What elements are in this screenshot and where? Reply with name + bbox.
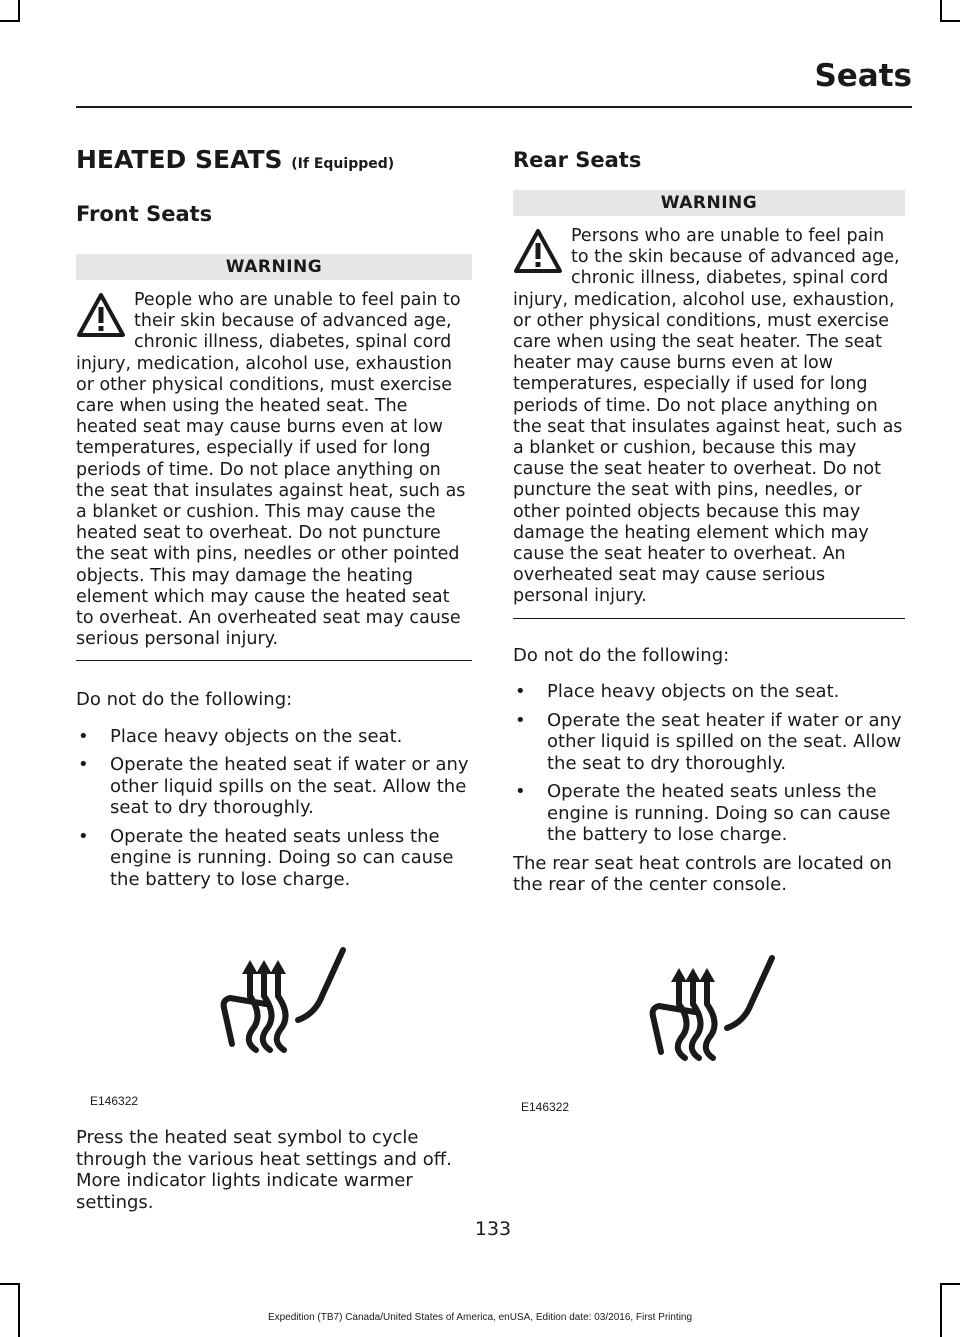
crop-mark [940,1283,960,1285]
warning-triangle-icon [513,226,563,276]
list-item-text: Operate the heated seats unless the engine is running. Doing so can cause the battery to lose charge. [547,781,891,846]
page-header-title: Seats [814,58,912,94]
crop-mark [18,1283,20,1337]
bullet: • [78,754,89,776]
crop-mark [18,0,20,22]
list-item-text: Operate the heated seats unless the engine is running. Doing so can cause the battery to lose charge. [110,825,454,890]
list-item-text: Operate the heated seat if water or any other liquid spills on the seat. Allow the seat to dry thoroughly. [110,754,469,819]
warning-body [513,226,905,619]
section-title-text: HEATED SEATS [76,145,283,174]
intro-text: Do not do the following: [76,689,293,711]
list-item [513,710,905,775]
front-seats-subtitle: Front Seats [76,202,213,226]
rear-seats-subtitle: Rear Seats [513,148,642,172]
warning-label: WARNING [76,254,472,280]
bullet: • [78,825,89,847]
page-footer: Expedition (TB7) Canada/United States of America, enUSA, Edition date: 03/2016, First Printing [267,1312,693,1323]
crop-mark [0,1283,20,1285]
bullet: • [515,709,526,731]
rear-bullet-list [513,681,905,846]
figure-code: E146322 [90,1094,139,1109]
front-bullet-list [76,726,472,891]
rear-warning-box [513,190,905,619]
section-title-suffix: (If Equipped) [291,156,395,172]
list-item-text: Operate the seat heater if water or any other liquid is spilled on the seat. Allow the seat to dry thoroughly. [547,709,902,774]
warning-triangle-icon [76,290,126,340]
intro-text: Do not do the following: [513,644,730,666]
crop-mark [940,0,942,22]
warning-label: WARNING [513,190,905,216]
warning-text: People who are unable to feel pain to their skin because of advanced age, chronic illness, diabetes, spinal cord injury, medication, alcohol use, exhaustion or other physical conditions, must exercise care when using the heated seat. The heated seat may cause burns even at low temperatures, especially if used for long periods of time. Do not place anything on the seat that insulates against heat, such as a blanket or cushion. This may cause the heated seat to overheat. Do not puncture the seat with pins, needles or other pointed objects. This may damage the heating element which may cause the heated seat to overheat. An overheated seat may cause serious personal injury. [76,290,466,650]
front-heated-seat-figure [76,900,472,1115]
warning-body [76,290,472,661]
list-item [76,754,472,819]
list-item-text: Place heavy objects on the seat. [110,725,403,747]
crop-mark [940,20,960,22]
heated-seat-icon [649,952,779,1067]
bullet: • [515,681,526,703]
list-item-text: Place heavy objects on the seat. [547,681,840,703]
list-item [513,781,905,846]
rear-heated-seat-figure [513,906,909,1121]
list-item [76,826,472,891]
header-rule [76,106,912,108]
crop-mark [0,20,20,22]
right-column [513,140,905,1121]
left-column [76,140,472,1213]
heated-seat-icon [220,944,350,1059]
bullet: • [78,725,89,747]
bullet: • [515,781,526,803]
section-title [76,140,472,184]
list-item [513,681,905,703]
after-text: The rear seat heat controls are located on the rear of the center console. [513,852,892,896]
warning-text: Persons who are unable to feel pain to the skin because of advanced age, chronic illness, diabetes, spinal cord injury, medication, alcohol use, exhaustion, or other physical conditions, must exercise care when using the seat heater. The seat heater may cause burns even at low temperatures, especially if used for long periods of time. Do not place anything on the seat that insulates against heat, such as a blanket or cushion, because this may cause the seat heater to overheat. Do not puncture the seat with pins, needles, or other pointed objects because this may damage the heating element which may cause the seat heater to overheat. An overheated seat may cause serious personal injury. [513,226,903,607]
page-number: 133 [474,1218,512,1240]
after-text: Press the heated seat symbol to cycle through the various heat settings and off. More indicator lights indicate warmer settings. [76,1127,452,1213]
crop-mark [940,1283,942,1337]
figure-code: E146322 [521,1099,570,1114]
list-item [76,726,472,748]
front-warning-box [76,254,472,661]
